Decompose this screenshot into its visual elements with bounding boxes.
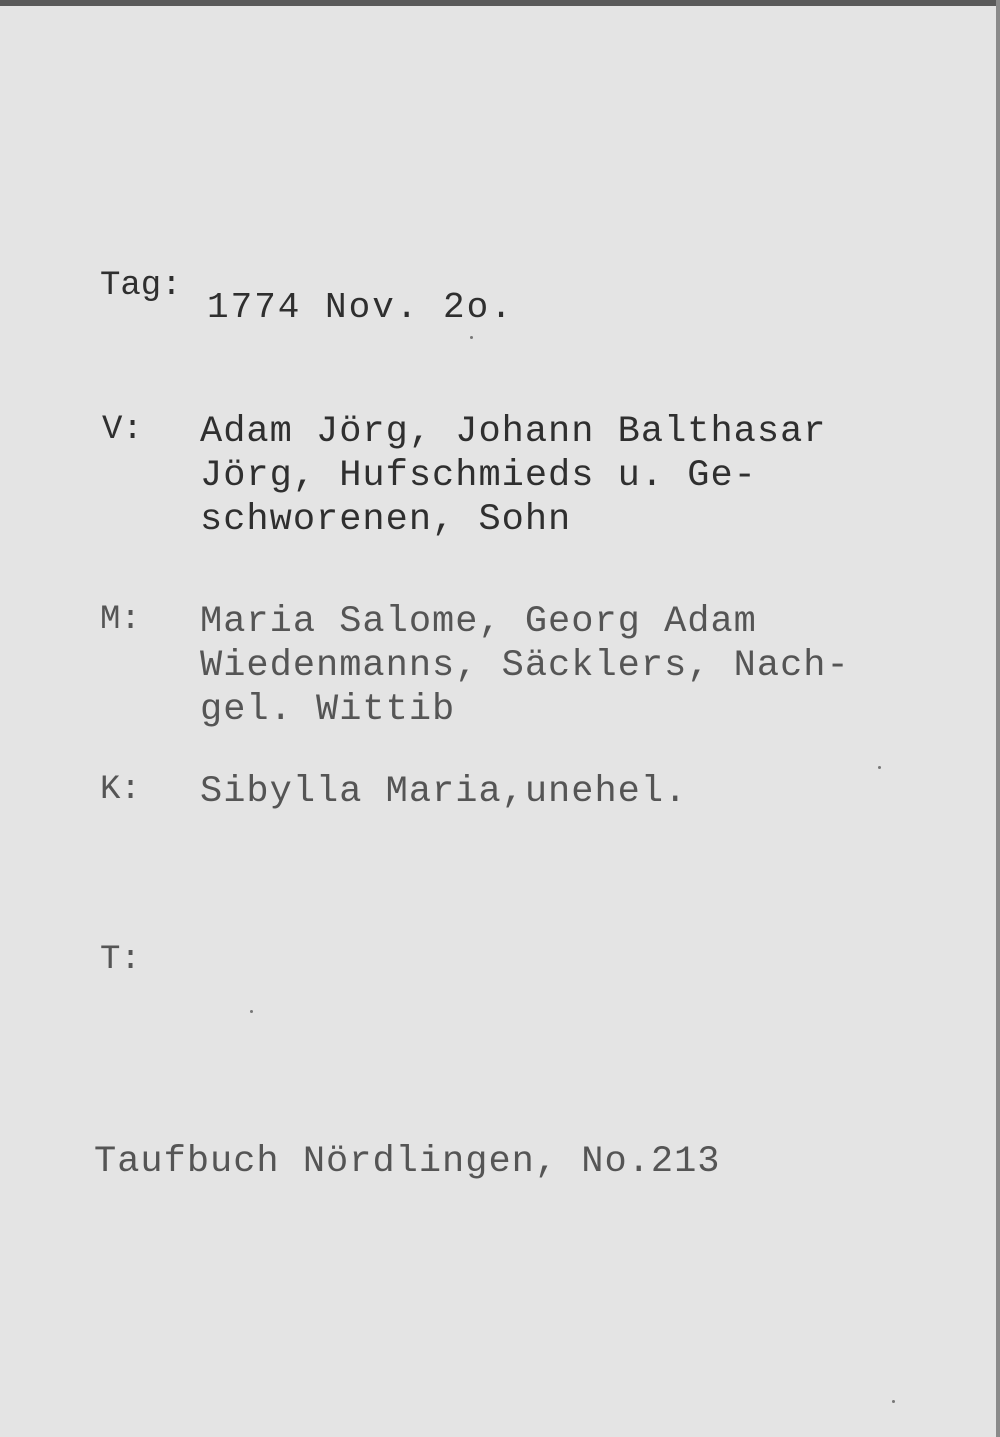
mother-line-1: Maria Salome, Georg Adam xyxy=(200,601,757,643)
date-value: 1774 Nov. 2o. xyxy=(207,287,514,328)
paper-speck xyxy=(878,766,881,769)
father-line-2: Jörg, Hufschmieds u. Ge- xyxy=(200,455,757,497)
father-label: V: xyxy=(102,411,143,449)
date-label: Tag: xyxy=(100,267,182,305)
paper-speck xyxy=(470,336,473,339)
mother-line-3: gel. Wittib xyxy=(200,689,456,731)
father-line-1: Adam Jörg, Johann Balthasar xyxy=(200,411,827,453)
card-top-edge xyxy=(0,0,1000,6)
mother-label: M: xyxy=(100,601,141,639)
source-reference: Taufbuch Nördlingen, No.213 xyxy=(94,1141,721,1183)
card-right-edge xyxy=(996,0,1000,1437)
father-line-3: schworenen, Sohn xyxy=(200,499,572,541)
child-line-1: Sibylla Maria,unehel. xyxy=(200,771,688,813)
godparent-label: T: xyxy=(100,941,141,979)
mother-line-2: Wiedenmanns, Säcklers, Nach- xyxy=(200,645,850,687)
paper-speck xyxy=(892,1400,895,1403)
paper-speck xyxy=(250,1010,253,1013)
child-label: K: xyxy=(100,771,141,809)
